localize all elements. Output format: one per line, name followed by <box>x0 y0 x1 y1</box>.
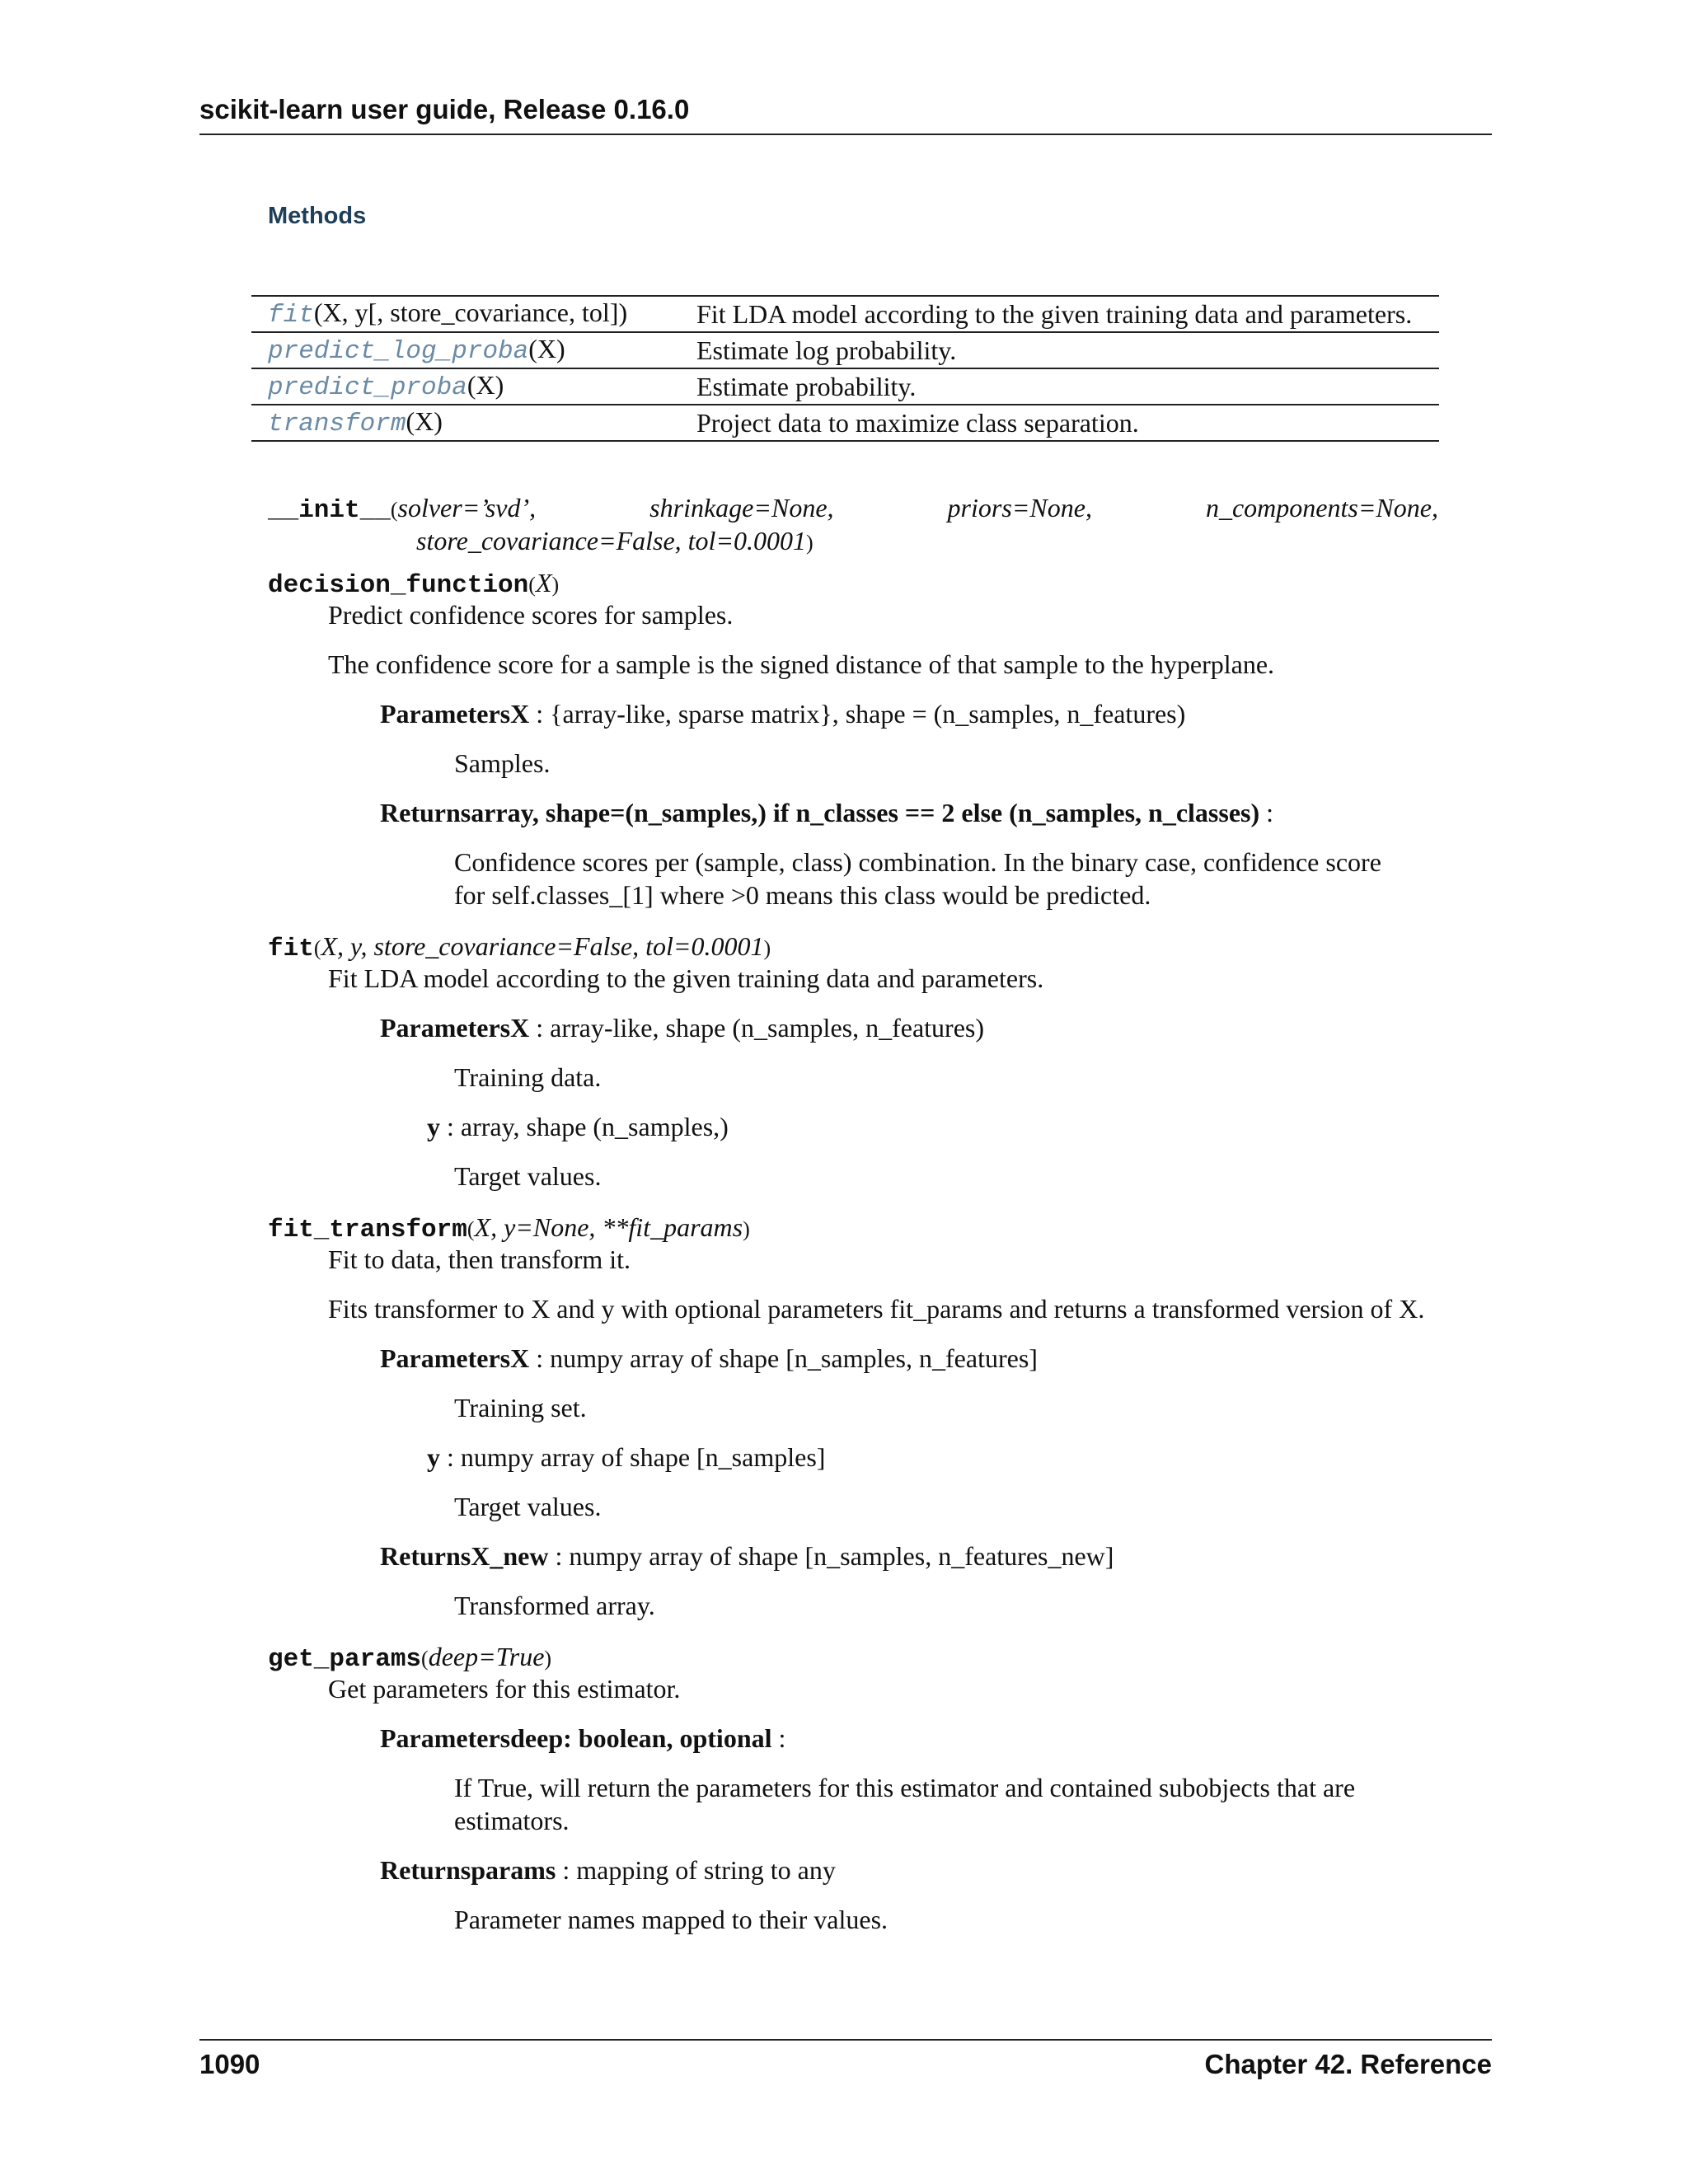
methods-row <box>251 368 1439 405</box>
method-summary: Predict confidence scores for samples. <box>328 600 734 630</box>
method-link-predict-log-proba[interactable]: predict_log_proba <box>268 337 529 366</box>
method-summary: Fit LDA model according to the given training data and parameters. <box>328 963 1044 993</box>
method-description: Fit LDA model according to the given training data and parameters. <box>696 298 1413 329</box>
init-arg: shrinkage=None, <box>649 493 834 523</box>
method-link-fit[interactable]: fit <box>268 301 314 330</box>
param-entry: ParametersX : numpy array of shape [n_samples, n_features] <box>380 1343 1038 1373</box>
page-number: 1090 <box>199 2049 260 2079</box>
method-description: Estimate probability. <box>696 371 917 401</box>
param-entry: Parametersdeep: boolean, optional : <box>380 1723 786 1753</box>
method-name: fit <box>268 935 314 963</box>
chapter-title: Chapter 42. Reference <box>1204 2049 1492 2079</box>
method-summary: Get parameters for this estimator. <box>328 1674 681 1704</box>
method-description: Project data to maximize class separation. <box>696 407 1139 438</box>
init-signature-cont: store_covariance=False, tol=0.0001) <box>416 526 814 555</box>
returns-entry: Returnsparams : mapping of string to any <box>380 1855 836 1885</box>
method-summary: Fit to data, then transform it. <box>328 1244 631 1274</box>
method-name: get_params <box>268 1645 422 1674</box>
method-signature: transform(X) <box>268 406 443 438</box>
method-name: decision_function <box>268 571 529 600</box>
returns-description: for self.classes_[1] where >0 means this class would be predicted. <box>454 880 1151 910</box>
returns-description: Parameter names mapped to their values. <box>454 1905 889 1934</box>
method-name: fit_transform <box>268 1216 467 1244</box>
methods-heading: Methods <box>268 203 367 229</box>
returns-description: Transformed array. <box>454 1591 655 1620</box>
fit-transform-signature: fit_transform(X, y=None, **fit_params) <box>268 1212 750 1244</box>
method-detail: Fits transformer to X and y with optional parameters fit_params and returns a transformed version of X. <box>328 1294 1425 1324</box>
param-description: Target values. <box>454 1161 602 1191</box>
param-description: Target values. <box>454 1492 602 1521</box>
param-description: If True, will return the parameters for this estimator and contained subobjects that are <box>454 1773 1356 1802</box>
methods-row <box>251 296 1439 332</box>
fit-signature: fit(X, y, store_covariance=False, tol=0.0001) <box>268 931 771 963</box>
init-arg: priors=None, <box>947 493 1092 523</box>
param-description: Training data. <box>454 1062 602 1092</box>
methods-row <box>251 332 1439 368</box>
method-signature: fit(X, y[, store_covariance, tol]) <box>268 298 628 330</box>
init-method-name: __init__ <box>268 496 391 525</box>
returns-description: Confidence scores per (sample, class) combination. In the binary case, confidence score <box>454 847 1381 877</box>
init-signature: __init__(solver=’svd’, shrinkage=None, priors=None, n_components=None, <box>268 491 1438 527</box>
method-detail: The confidence score for a sample is the signed distance of that sample to the hyperplane. <box>328 649 1275 679</box>
method-link-predict-proba[interactable]: predict_proba <box>268 373 467 402</box>
param-description: estimators. <box>454 1806 570 1835</box>
method-description: Estimate log probability. <box>696 335 957 365</box>
methods-row <box>251 405 1439 441</box>
document-title: scikit-learn user guide, Release 0.16.0 <box>199 94 690 124</box>
returns-entry: ReturnsX_new : numpy array of shape [n_samples, n_features_new] <box>380 1541 1114 1571</box>
param-description: Training set. <box>454 1393 587 1422</box>
param-entry: y : array, shape (n_samples,) <box>427 1112 729 1141</box>
running-header <box>199 94 1492 135</box>
method-link-transform[interactable]: transform <box>268 410 406 438</box>
method-signature: predict_log_proba(X) <box>268 334 565 366</box>
init-arg: n_components=None, <box>1205 493 1438 523</box>
running-footer <box>199 2039 1492 2080</box>
param-entry: y : numpy array of shape [n_samples] <box>427 1442 826 1472</box>
get-params-signature: get_params(deep=True) <box>268 1642 552 1674</box>
returns-entry: Returnsarray, shape=(n_samples,) if n_classes == 2 else (n_samples, n_classes) : <box>380 798 1274 827</box>
param-entry: ParametersX : array-like, shape (n_samples, n_features) <box>380 1013 985 1043</box>
method-signature: predict_proba(X) <box>268 370 504 402</box>
param-entry: ParametersX : {array-like, sparse matrix}, shape = (n_samples, n_features) <box>380 699 1186 729</box>
param-description: Samples. <box>454 748 551 778</box>
methods-table <box>251 295 1439 442</box>
decision-function-signature: decision_function(X) <box>268 568 560 600</box>
